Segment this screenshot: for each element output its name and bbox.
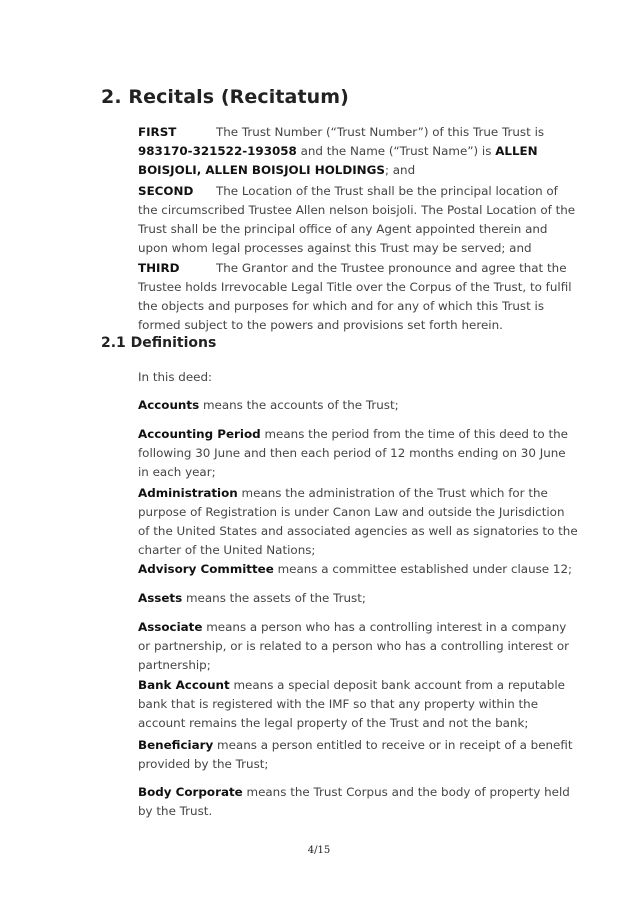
definition-term: Accounts: [138, 398, 200, 412]
definition-item: [138, 589, 578, 608]
definition-term: Bank Account: [138, 678, 230, 692]
definition-term: Assets: [138, 591, 183, 605]
recital-label: SECOND: [138, 184, 194, 198]
definition-item: [138, 484, 578, 560]
definitions-intro: In this deed:: [138, 370, 213, 384]
definition-item: [138, 425, 578, 482]
definition-text: means the accounts of the Trust;: [199, 398, 399, 412]
definition-text: means the assets of the Trust;: [182, 591, 366, 605]
definition-item: [138, 396, 578, 415]
definition-term: Body Corporate: [138, 785, 243, 799]
definition-text: means a special deposit bank account from a reputable bank that is registered with the IMF so that any property within the account remains the legal property of the Trust and not the bank;: [138, 678, 565, 730]
definition-item: [138, 736, 578, 774]
page-number: 4/15: [307, 845, 331, 856]
definition-text: means a person who has a controlling interest in a company or partnership, or is related to a person who has a controlling interest or partnership;: [138, 620, 570, 672]
definition-text: means the administration of the Trust which for the purpose of Registration is under Canon Law and outside the Jurisdiction of the United States and associated agencies as well as signatories to the charter of the United Nations;: [138, 486, 578, 557]
definition-item: [138, 560, 578, 579]
definition-text: means a committee established under clause 12;: [273, 562, 573, 576]
definition-term: Associate: [138, 620, 203, 634]
trust-name: ALLEN BOISJOLI, ALLEN BOISJOLI HOLDINGS: [138, 144, 538, 177]
definition-text: means a person entitled to receive or in receipt of a benefit provided by the Trust;: [138, 738, 573, 771]
recital-text: ; and: [384, 163, 416, 177]
definition-item: [138, 618, 578, 675]
recital-text: The Grantor and the Trustee pronounce and agree that the Trustee holds Irrevocable Legal Title over the Corpus of the Trust, to fulfil the objects and purposes for which and for any of which this Trust is formed subject to the powers and provisions set forth herein.: [138, 261, 572, 332]
recital-label: THIRD: [138, 261, 180, 275]
recital-text: and the Name (“Trust Name”) is: [296, 144, 496, 158]
section-heading: 2. Recitals (Recitatum): [101, 86, 349, 108]
definition-term: Beneficiary: [138, 738, 214, 752]
definition-item: [138, 676, 578, 733]
definition-term: Advisory Committee: [138, 562, 274, 576]
recital-first: [138, 123, 578, 180]
definitions-heading: 2.1 Definitions: [101, 335, 217, 351]
definition-term: Accounting Period: [138, 427, 261, 441]
definition-term: Administration: [138, 486, 238, 500]
recital-second: [138, 182, 578, 258]
definition-text: means the period from the time of this deed to the following 30 June and then each period of 12 months ending on 30 June in each year;: [138, 427, 568, 479]
recital-text: The Location of the Trust shall be the principal location of the circumscribed Trustee Allen nelson boisjoli. The Postal Location of the Trust shall be the principal office of any Agent appointed therein and upon whom legal processes against this Trust may be served; and: [138, 184, 576, 255]
recital-third: [138, 259, 578, 335]
definition-text: means the Trust Corpus and the body of property held by the Trust.: [138, 785, 570, 818]
definition-item: [138, 783, 578, 821]
recital-label: FIRST: [138, 125, 177, 139]
trust-number: 983170-321522-193058: [138, 144, 297, 158]
recital-text: The Trust Number (“Trust Number”) of this True Trust is: [216, 125, 545, 139]
